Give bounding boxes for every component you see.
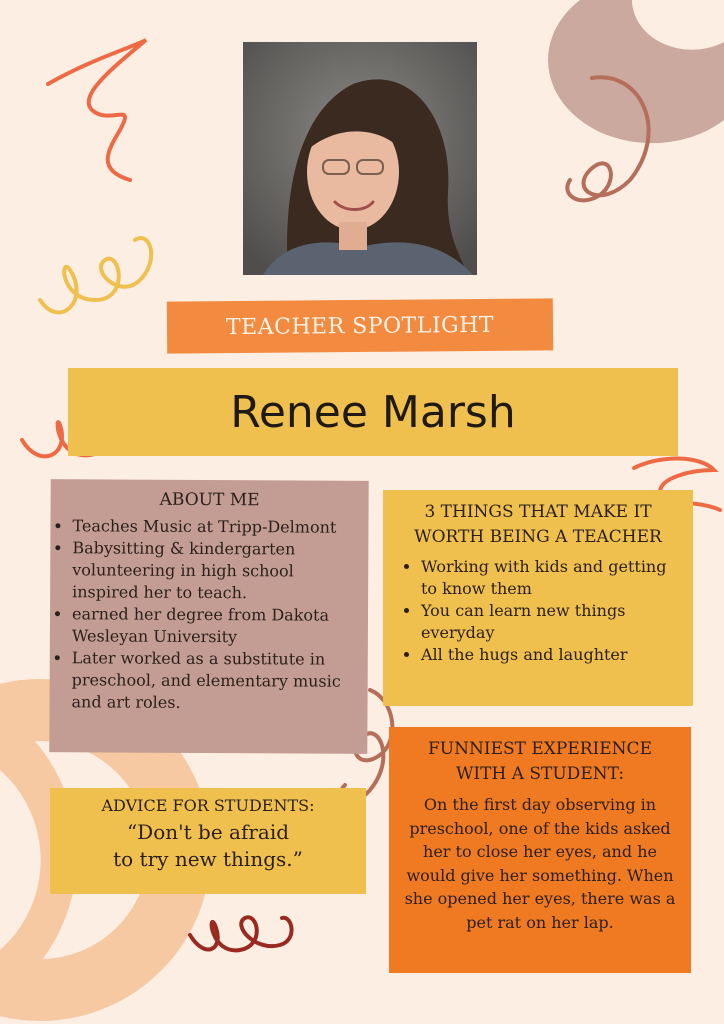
advice-heading: ADVICE FOR STUDENTS: bbox=[101, 796, 315, 815]
things-list bbox=[383, 550, 693, 666]
quote-line: “Don't be afraid bbox=[126, 820, 290, 844]
loop-squiggle-red-bottom bbox=[190, 917, 292, 950]
advice-card bbox=[50, 788, 366, 894]
loop-squiggle-yellow bbox=[40, 238, 151, 312]
about-me-card bbox=[49, 479, 368, 754]
banner-label: TEACHER SPOTLIGHT bbox=[225, 312, 495, 340]
list-item: • Later worked as a substitute in preschool, and elementary music and art roles. bbox=[71, 647, 361, 715]
things-heading-line: 3 THINGS THAT MAKE IT bbox=[424, 502, 652, 522]
arc-decoration bbox=[548, 0, 724, 143]
things-heading bbox=[383, 490, 693, 550]
list-item: • Working with kids and getting to know them bbox=[421, 556, 687, 600]
name-banner bbox=[68, 368, 678, 456]
list-item: • Teaches Music at Tripp-Delmont bbox=[72, 515, 362, 539]
funny-heading-line: FUNNIEST EXPERIENCE bbox=[428, 739, 652, 759]
funny-story: On the first day observing in preschool, one of the kids asked her to close her eyes, and he would give her something. When she opened her eyes, there was a pet rat on her lap. bbox=[404, 795, 676, 932]
teacher-name: Renee Marsh bbox=[230, 386, 516, 438]
portrait-illustration bbox=[243, 42, 477, 275]
quote-line: to try new things.” bbox=[113, 847, 303, 871]
things-heading-line: WORTH BEING A TEACHER bbox=[414, 527, 662, 547]
list-item: • earned her degree from Dakota Wesleyan University bbox=[72, 603, 362, 649]
funny-heading bbox=[389, 727, 691, 787]
zigzag-squiggle bbox=[48, 40, 146, 180]
funniest-experience-card bbox=[389, 727, 691, 973]
teacher-photo bbox=[243, 42, 477, 275]
three-things-card bbox=[383, 490, 693, 706]
list-item: • All the hugs and laughter bbox=[421, 644, 687, 666]
funny-heading-line: WITH A STUDENT: bbox=[455, 764, 625, 784]
advice-quote bbox=[50, 819, 366, 873]
about-list bbox=[49, 509, 368, 715]
list-item: • Babysitting & kindergarten volunteering in high school inspired her to teach. bbox=[72, 537, 362, 605]
list-item: • You can learn new things everyday bbox=[421, 600, 687, 644]
about-heading: ABOUT ME bbox=[159, 489, 260, 511]
teacher-spotlight-banner bbox=[167, 298, 553, 353]
